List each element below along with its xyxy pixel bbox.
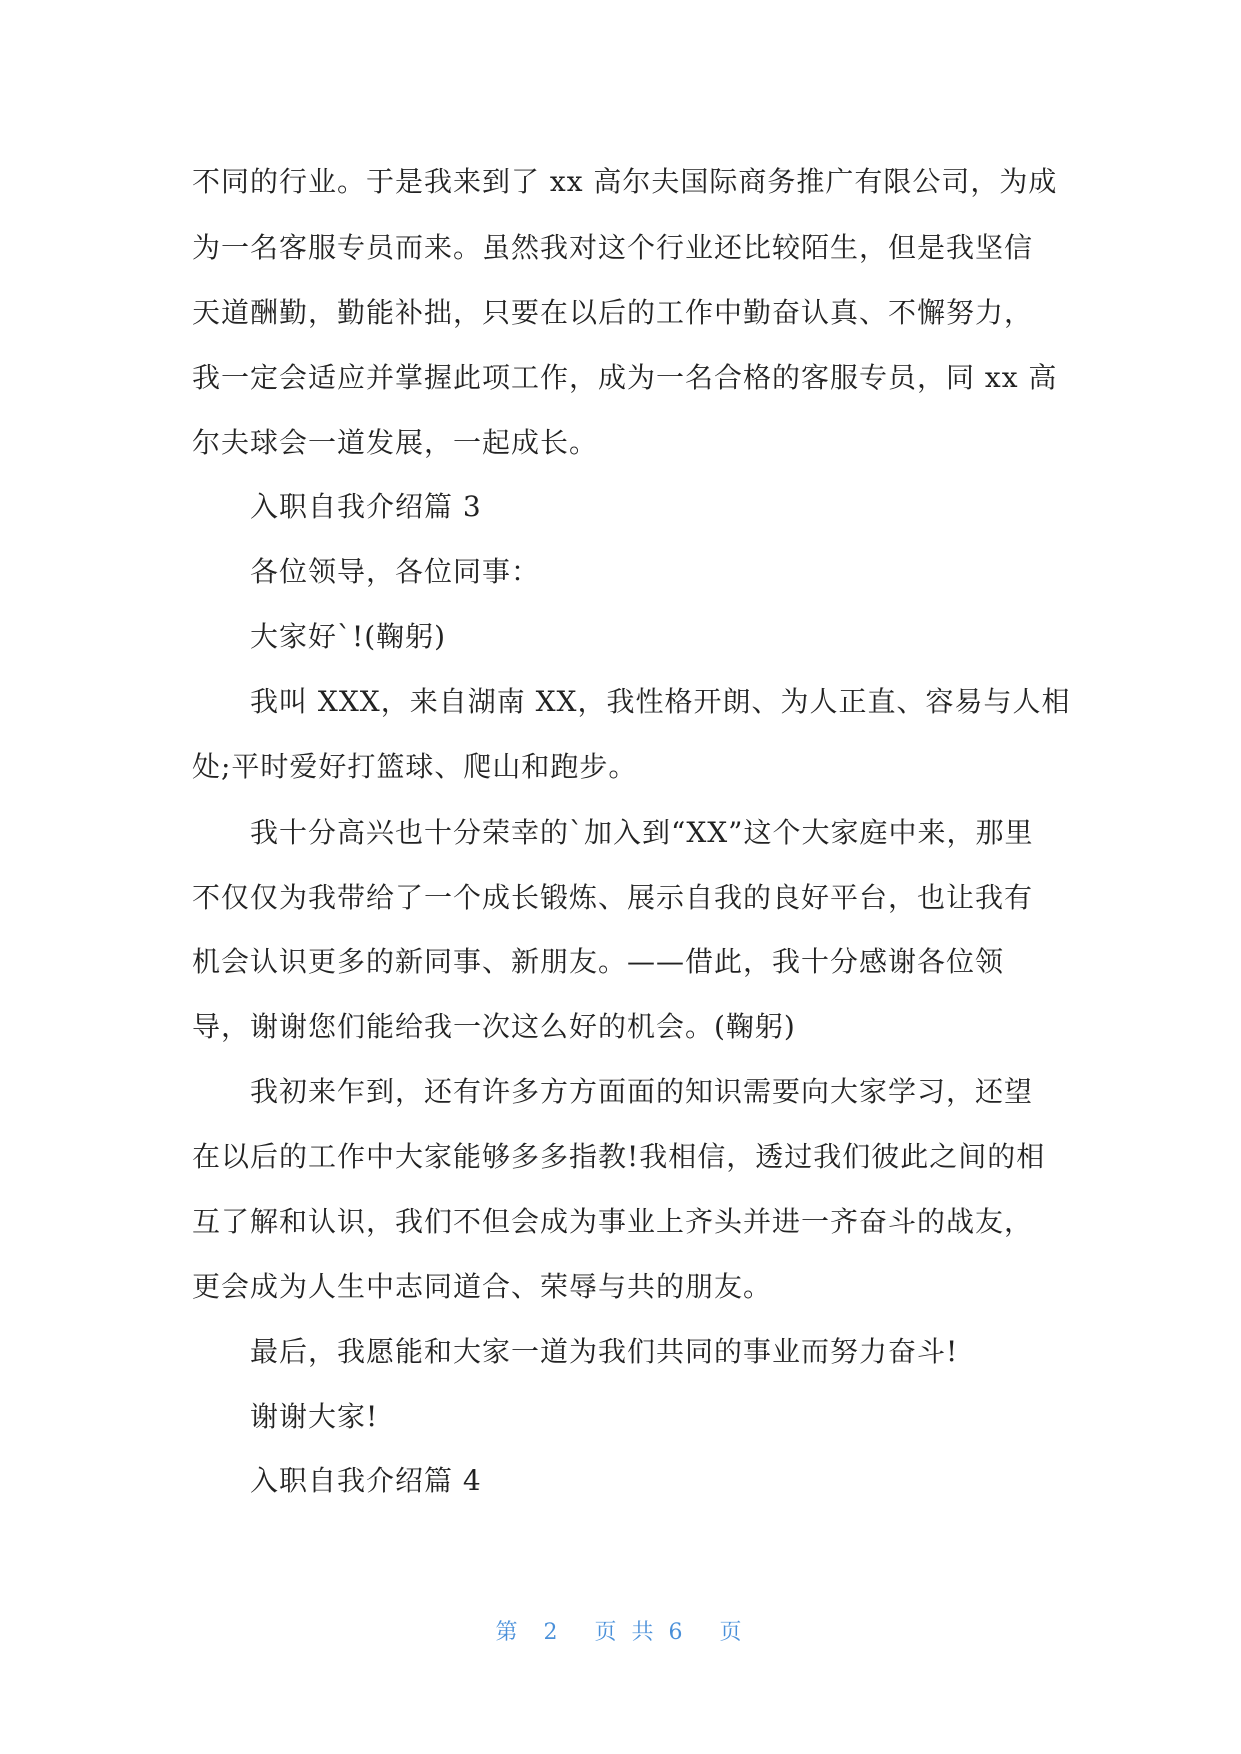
section-heading-3: 入职自我介绍篇 3 bbox=[250, 490, 482, 523]
paragraph-line-joy-1: 我十分高兴也十分荣幸的`加入到“XX”这个大家庭中来，那里 bbox=[250, 816, 1034, 849]
paragraph-line-4: 我一定会适应并掌握此项工作，成为一名合格的客服专员，同 xx 高 bbox=[192, 361, 1058, 394]
paragraph-line-learn-3: 互了解和认识，我们不但会成为事业上齐头并进一齐奋斗的战友， bbox=[192, 1205, 1034, 1238]
paragraph-line-joy-3: 机会认识更多的新同事、新朋友。——借此，我十分感谢各位领 bbox=[192, 945, 1005, 978]
paragraph-line-1: 不同的行业。于是我来到了 xx 高尔夫国际商务推广有限公司，为成 bbox=[192, 165, 1058, 198]
greeting: 大家好`!(鞠躬) bbox=[250, 620, 447, 653]
paragraph-line-joy-2: 不仅仅为我带给了一个成长锻炼、展示自我的良好平台，也让我有 bbox=[192, 881, 1034, 914]
page-number-footer: 第 2 页 共 6 页 bbox=[495, 1620, 746, 1645]
paragraph-line-learn-4: 更会成为人生中志同道合、荣辱与共的朋友。 bbox=[192, 1270, 773, 1303]
paragraph-line-intro-1: 我叫 XXX，来自湖南 XX，我性格开朗、为人正直、容易与人相 bbox=[250, 685, 1071, 718]
paragraph-line-5: 尔夫球会一道发展，一起成长。 bbox=[192, 426, 599, 459]
paragraph-line-joy-4: 导，谢谢您们能给我一次这么好的机会。(鞠躬) bbox=[192, 1010, 796, 1043]
paragraph-line-learn-1: 我初来乍到，还有许多方方面面的知识需要向大家学习，还望 bbox=[250, 1075, 1034, 1108]
paragraph-line-intro-2: 处;平时爱好打篮球、爬山和跑步。 bbox=[192, 750, 638, 783]
paragraph-line-2: 为一名客服专员而来。虽然我对这个行业还比较陌生，但是我坚信 bbox=[192, 231, 1034, 264]
paragraph-line-3: 天道酬勤，勤能补拙，只要在以后的工作中勤奋认真、不懈努力， bbox=[192, 296, 1034, 329]
section-heading-4: 入职自我介绍篇 4 bbox=[250, 1464, 482, 1497]
salutation: 各位领导，各位同事： bbox=[250, 555, 541, 588]
thanks-line: 谢谢大家! bbox=[250, 1400, 379, 1433]
paragraph-line-learn-2: 在以后的工作中大家能够多多指教!我相信，透过我们彼此之间的相 bbox=[192, 1140, 1046, 1173]
paragraph-line-closing: 最后，我愿能和大家一道为我们共同的事业而努力奋斗! bbox=[250, 1335, 959, 1368]
